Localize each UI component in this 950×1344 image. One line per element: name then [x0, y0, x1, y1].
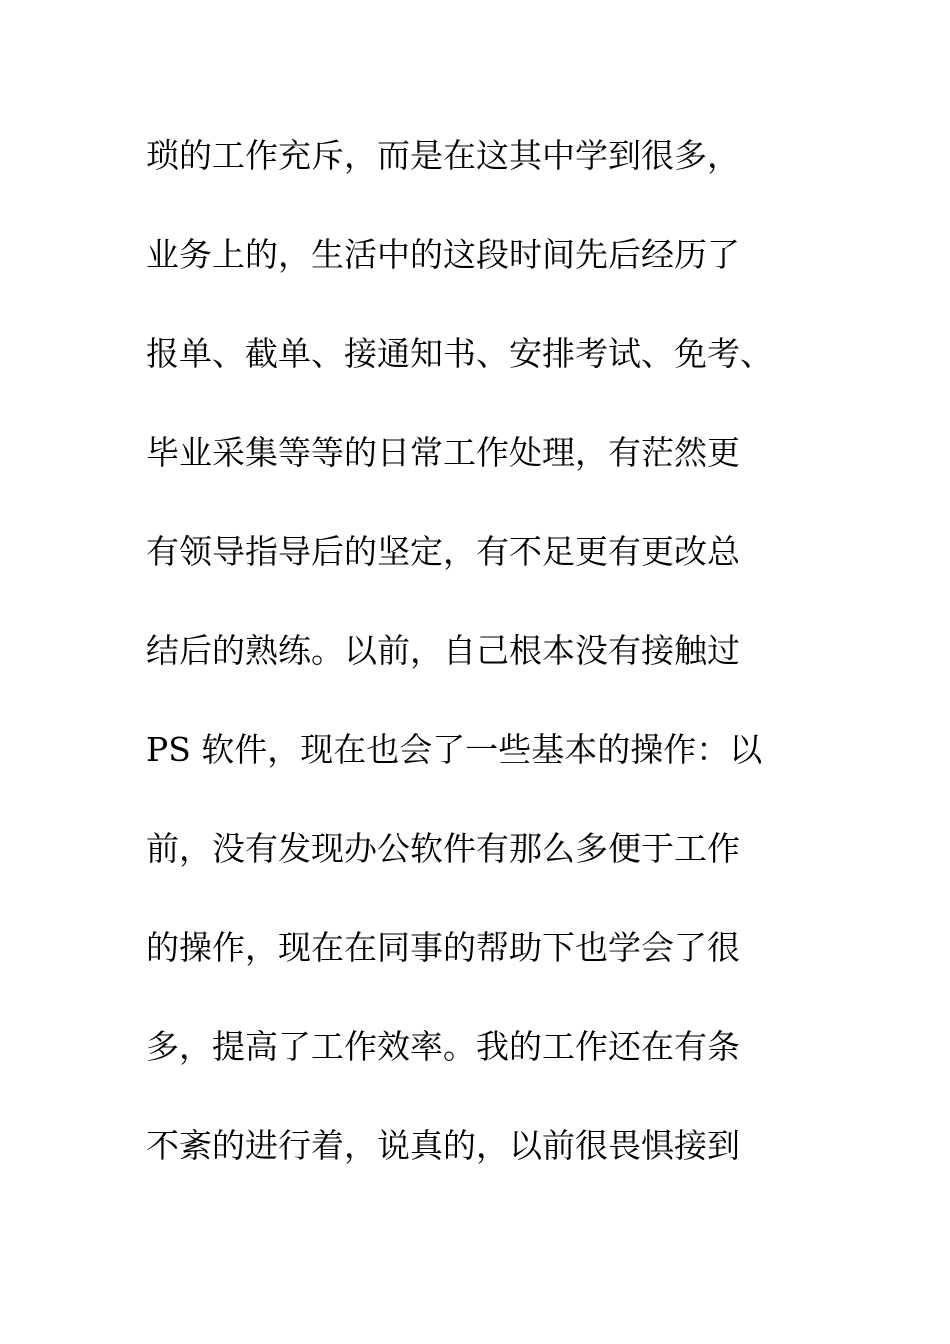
text-line-2: 业务上的，生活中的这段时间先后经历了 [146, 235, 740, 274]
text-line-11: 不紊的进行着，说真的，以前很畏惧接到 [146, 1126, 740, 1165]
text-line-4: 毕业采集等等的日常工作处理，有茫然更 [146, 433, 740, 472]
text-line-7: PS 软件，现在也会了一些基本的操作：以 [146, 730, 763, 769]
text-line-6: 结后的熟练。以前，自己根本没有接触过 [146, 631, 740, 670]
text-line-10: 多，提高了工作效率。我的工作还在有条 [146, 1027, 740, 1066]
text-line-9: 的操作，现在在同事的帮助下也学会了很 [146, 928, 740, 967]
text-line-3: 报单、截单、接通知书、安排考试、免考、 [146, 334, 773, 373]
body-text [146, 124, 846, 1213]
text-line-1: 琐的工作充斥，而是在这其中学到很多， [146, 136, 740, 175]
text-line-8: 前，没有发现办公软件有那么多便于工作 [146, 829, 740, 868]
text-line-5: 有领导指导后的坚定，有不足更有更改总 [146, 532, 740, 571]
